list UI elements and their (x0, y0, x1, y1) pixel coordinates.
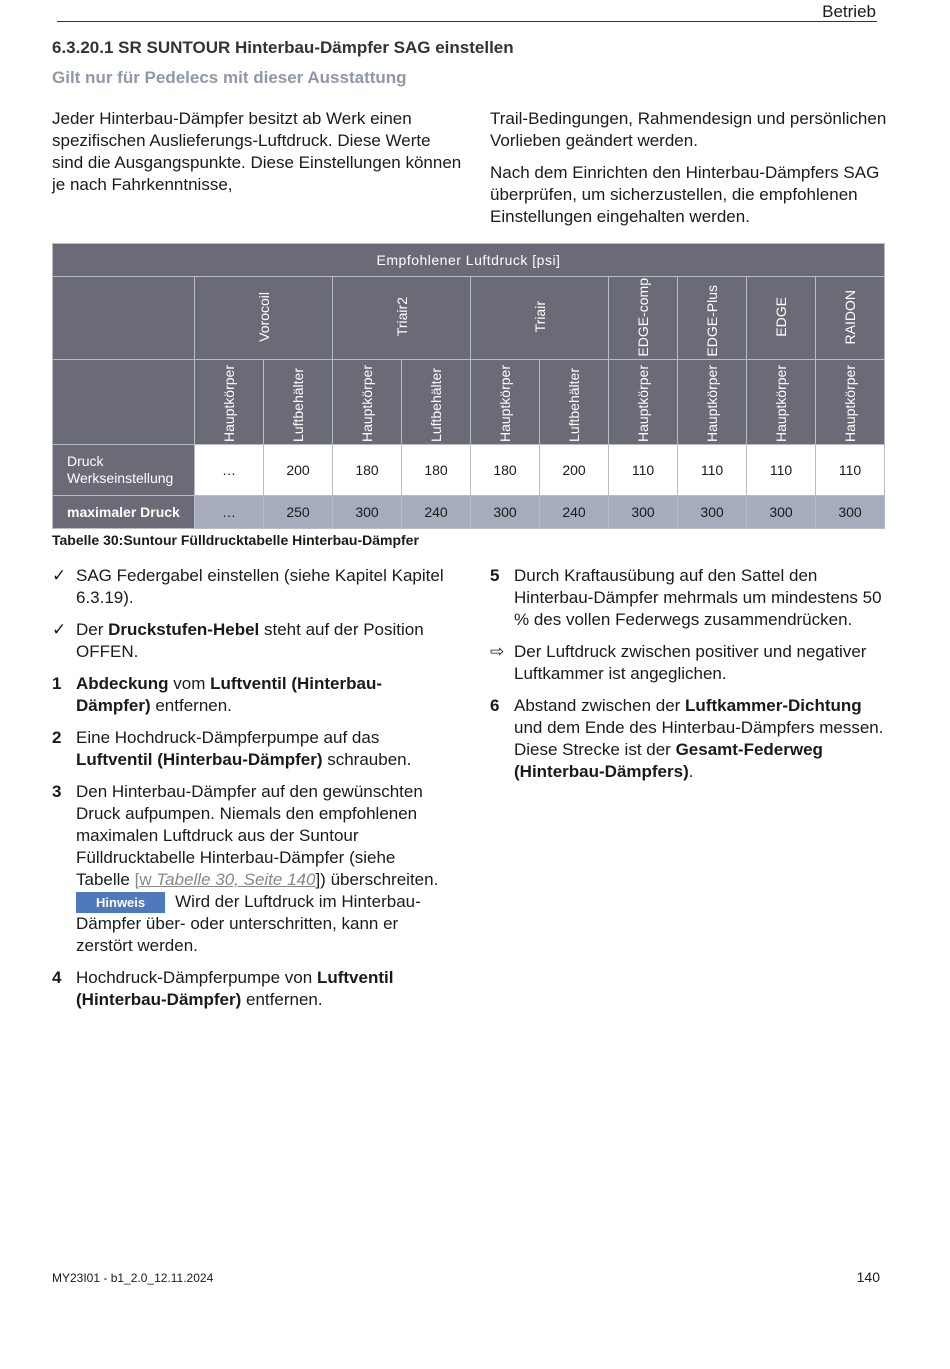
table-cell: 110 (609, 445, 678, 496)
table-cell: 250 (264, 496, 333, 529)
item-text-bold: Luftventil (Hinterbau-Dämpfer) (76, 968, 394, 1009)
product-label: Vorocoil (255, 292, 272, 342)
table-cell: 240 (402, 496, 471, 529)
item-text-bold: Luftventil (Hinterbau-Dämpfer) (76, 750, 323, 769)
table-row (53, 445, 885, 496)
section-header: Betrieb (822, 2, 876, 21)
sub-header-label: Hauptkörper (842, 364, 858, 442)
table-cell: 300 (609, 496, 678, 529)
product-label: Triair (531, 301, 548, 333)
intro-paragraph: Jeder Hinterbau-Dämpfer besitzt ab Werk einen spezifischen Auslieferungs-Luftdruck. Diese Werte sind die Ausgangspunkte. Diese Einstellungen können je nach Fahrkenntnisse, (52, 109, 462, 194)
item-text-bold: Luftventil (Hinterbau-Dämpfer) (76, 674, 383, 715)
table-cell: 180 (333, 445, 402, 496)
step-item (52, 967, 452, 1011)
table-cell: 300 (747, 496, 816, 529)
item-text: Eine Hochdruck-Dämpferpumpe auf das (76, 728, 380, 747)
table-cell: … (195, 445, 264, 496)
table-corner (53, 277, 195, 360)
step-number: 2 (52, 728, 62, 747)
item-text: Der Luftdruck zwischen positiver und negativer Luftkammer ist angeglichen. (514, 642, 867, 683)
product-header (471, 277, 609, 360)
table-cell: 300 (333, 496, 402, 529)
table-cell: 180 (471, 445, 540, 496)
sub-header (747, 360, 816, 445)
sub-header-label: Hauptkörper (359, 364, 375, 442)
link-prefix: [w (134, 870, 152, 889)
table-cell: 300 (471, 496, 540, 529)
intro-right-column (490, 108, 890, 238)
steps-left-column (52, 565, 452, 1021)
step-number: 1 (52, 674, 62, 693)
note-badge: Hinweis (76, 892, 165, 913)
sub-header (609, 360, 678, 445)
item-text-bold: Luftkammer-Dichtung (685, 696, 862, 715)
product-header (333, 277, 471, 360)
sub-header (816, 360, 885, 445)
sub-header (540, 360, 609, 445)
step-item (52, 781, 452, 957)
item-text: Hochdruck-Dämpferpumpe von (76, 968, 317, 987)
section-subtitle: Gilt nur für Pedelecs mit dieser Ausstattung (52, 68, 407, 87)
table-title: Empfohlener Luftdruck [psi] (53, 244, 885, 277)
table-row (53, 496, 885, 529)
item-text: entfernen. (241, 990, 323, 1009)
product-label: EDGE-Plus (704, 285, 720, 357)
item-text: vom (168, 674, 211, 693)
step-item (490, 565, 890, 631)
item-text: SAG Federgabel einstellen (siehe Kapitel Kapitel 6.3.19). (76, 566, 444, 607)
page-number: 140 (856, 1269, 880, 1285)
note-text: Wird der Luftdruck im Hinterbau-Dämpfer über- oder unterschritten, kann er zerstört werden. (76, 892, 421, 955)
step-item (490, 695, 890, 783)
sub-header-label: Hauptkörper (635, 364, 651, 442)
header-rule (57, 21, 877, 22)
table-cell: 110 (678, 445, 747, 496)
precondition-item (52, 565, 452, 609)
sub-header-label: Hauptkörper (221, 364, 237, 442)
product-header (609, 277, 678, 360)
item-text: . (688, 762, 694, 781)
arrow-right-icon: ⇨ (490, 642, 505, 661)
table-cell: 110 (747, 445, 816, 496)
step-item (52, 673, 452, 717)
section-title: 6.3.20.1 SR SUNTOUR Hinterbau-Dämpfer SAG einstellen (52, 38, 514, 57)
sub-header (264, 360, 333, 445)
intro-left-column (52, 108, 462, 206)
item-text: Den Hinterbau-Dämpfer auf den gewünschten Druck aufpumpen. Niemals den empfohlenen maximalen Luftdruck aus der Suntour Fülldrucktabelle Hinterbau-Dämpfer (siehe Tabelle (76, 782, 423, 889)
product-header (678, 277, 747, 360)
intro-paragraph: Trail-Bedingungen, Rahmendesign und persönlichen Vorlieben geändert werden. (490, 109, 887, 150)
sub-header (333, 360, 402, 445)
table-cell: 240 (540, 496, 609, 529)
item-text-bold: Gesamt-Federweg (Hinterbau-Dämpfers) (514, 740, 823, 781)
item-text: schrauben. (322, 750, 412, 769)
product-label: Triair2 (393, 297, 410, 337)
sub-header-label: Luftbehälter (428, 368, 444, 442)
result-item (490, 641, 890, 685)
row-label: maximaler Druck (53, 496, 195, 529)
precondition-item (52, 619, 452, 663)
item-text: entfernen. (150, 696, 232, 715)
step-number: 5 (490, 566, 500, 585)
document-id: MY23I01 - b1_2.0_12.11.2024 (52, 1271, 214, 1285)
table-cell: 110 (816, 445, 885, 496)
check-icon: ✓ (52, 620, 67, 639)
product-label: EDGE-comp (635, 278, 651, 357)
check-icon: ✓ (52, 566, 67, 585)
sub-header (195, 360, 264, 445)
item-text: Abstand zwischen der (514, 696, 686, 715)
sub-header-label: Hauptkörper (704, 364, 720, 442)
product-header (747, 277, 816, 360)
table-cell: 180 (402, 445, 471, 496)
sub-header (402, 360, 471, 445)
table-cell: 200 (540, 445, 609, 496)
item-text: Durch Kraftausübung auf den Sattel den Hinterbau-Dämpfer mehrmals um mindestens 50 % des vollen Federwegs zusammendrücken. (514, 566, 882, 629)
sub-header (471, 360, 540, 445)
sub-header-label: Luftbehälter (290, 368, 306, 442)
table-cell: … (195, 496, 264, 529)
step-item (52, 727, 452, 771)
product-label: EDGE (773, 297, 789, 337)
item-text: Der (76, 620, 109, 639)
item-text-bold: Abdeckung (76, 674, 169, 693)
step-number: 4 (52, 968, 62, 987)
item-text: steht auf der Position OFFEN. (76, 620, 424, 661)
sub-header-label: Hauptkörper (497, 364, 513, 442)
table-caption: Tabelle 30:Suntour Fülldrucktabelle Hinterbau-Dämpfer (52, 532, 419, 548)
item-text: ]) (315, 870, 326, 889)
sub-header (678, 360, 747, 445)
product-header (195, 277, 333, 360)
item-text: überschreiten. (325, 870, 439, 889)
table-cell: 200 (264, 445, 333, 496)
step-number: 3 (52, 782, 62, 801)
table-cell: 300 (678, 496, 747, 529)
table-corner (53, 360, 195, 445)
step-number: 6 (490, 696, 500, 715)
steps-right-column (490, 565, 890, 793)
sub-header-label: Luftbehälter (566, 368, 582, 442)
product-header (816, 277, 885, 360)
row-label: Druck Werkseinstellung (53, 445, 195, 496)
intro-paragraph: Nach dem Einrichten den Hinterbau-Dämpfers SAG überprüfen, um sicherzustellen, die empfohlenen Einstellungen eingehalten werden. (490, 163, 880, 226)
link-text: Tabelle 30, Seite 140 (151, 870, 316, 889)
item-text: und dem Ende des Hinterbau-Dämpfers messen. Diese Strecke ist der (514, 718, 884, 759)
table-cell: 300 (816, 496, 885, 529)
table-reference-link[interactable] (135, 870, 316, 889)
product-label: RAIDON (842, 289, 858, 345)
item-text-bold: Druckstufen-Hebel (108, 620, 260, 639)
pressure-table (52, 243, 885, 529)
sub-header-label: Hauptkörper (773, 364, 789, 442)
